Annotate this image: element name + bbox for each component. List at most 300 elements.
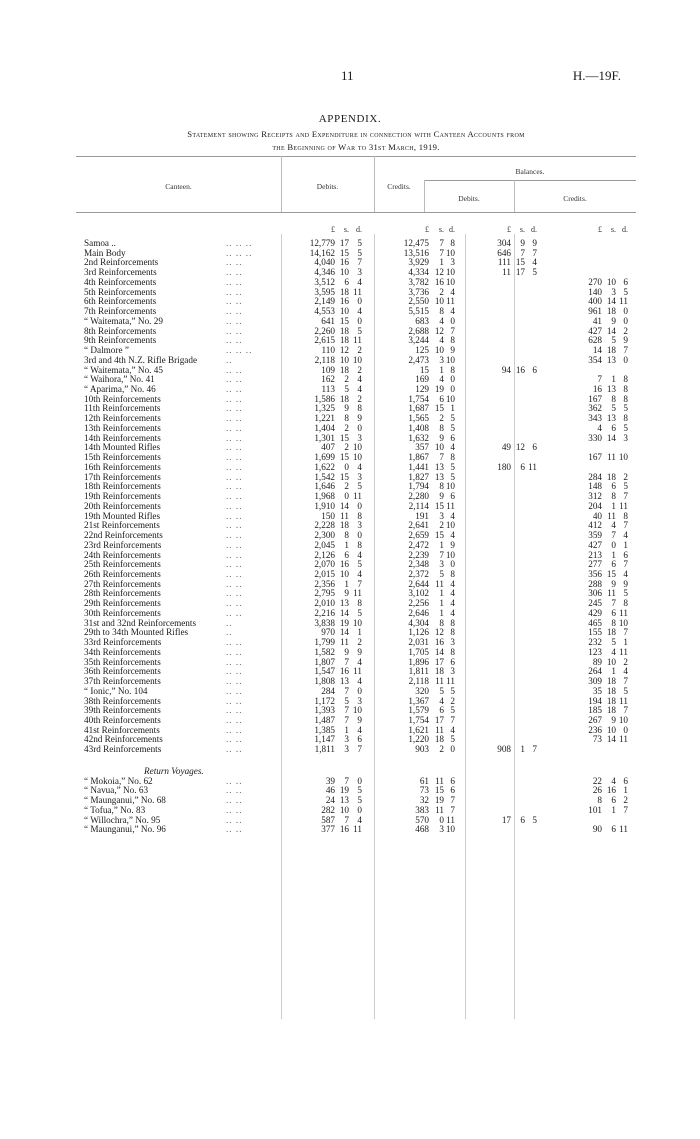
leader-dots: .. .. bbox=[226, 549, 243, 560]
shillings-value: 10 bbox=[434, 442, 444, 453]
pounds-value: 1,799 bbox=[314, 637, 335, 648]
pence-value: 4 bbox=[357, 568, 362, 579]
pence-value: 5 bbox=[450, 705, 455, 716]
canteen-name: 23rd Reinforcements bbox=[84, 539, 162, 550]
pence-value: 7 bbox=[623, 804, 628, 815]
pounds-value: 4,553 bbox=[314, 306, 335, 317]
pounds-value: 111 bbox=[497, 257, 511, 268]
pence-value: 4 bbox=[450, 607, 455, 618]
pence-value: 4 bbox=[357, 656, 362, 667]
pence-value: 4 bbox=[623, 530, 628, 541]
shillings-value: 16 bbox=[339, 559, 349, 570]
shillings-value: 7 bbox=[611, 530, 616, 541]
pounds-value: 1,221 bbox=[314, 413, 335, 424]
shillings-value: 11 bbox=[340, 637, 349, 648]
pounds-value: 908 bbox=[497, 744, 511, 755]
pence-value: 9 bbox=[623, 578, 628, 589]
pounds-value: 2,045 bbox=[314, 539, 335, 550]
pence-value: 4 bbox=[357, 549, 362, 560]
pounds-value: 16 bbox=[592, 384, 602, 395]
shillings-value: 13 bbox=[434, 461, 444, 472]
pounds-value: 377 bbox=[321, 824, 335, 835]
canteen-name: “ Aparima,” No. 46 bbox=[84, 384, 156, 395]
canteen-name: 29th Reinforcements bbox=[84, 598, 161, 609]
shillings-value: 10 bbox=[339, 568, 349, 579]
pounds-value: 2,300 bbox=[314, 530, 335, 541]
pence-value: 0 bbox=[357, 296, 362, 307]
shillings-value: 7 bbox=[344, 656, 349, 667]
leader-dots: .. .. bbox=[226, 461, 243, 472]
leader-dots: .. .. bbox=[226, 393, 243, 404]
return-voyage-row bbox=[76, 806, 636, 816]
pounds-value: 40 bbox=[592, 510, 602, 521]
unit-pence: d. bbox=[531, 225, 537, 234]
pounds-value: 35 bbox=[592, 685, 602, 696]
pounds-value: 306 bbox=[588, 588, 602, 599]
shillings-value: 6 bbox=[344, 549, 349, 560]
pounds-value: 429 bbox=[588, 607, 602, 618]
pounds-value: 903 bbox=[415, 744, 429, 755]
pence-value: 3 bbox=[623, 432, 628, 443]
leader-dots: .. .. bbox=[226, 588, 243, 599]
canteen-name: 22nd Reinforcements bbox=[84, 530, 163, 541]
leader-dots: .. .. .. bbox=[226, 247, 253, 258]
pence-value: 11 bbox=[619, 500, 628, 511]
leader-dots: .. .. bbox=[226, 559, 243, 570]
canteen-name: 41st Reinforcements bbox=[84, 724, 160, 735]
shillings-value: 12 bbox=[434, 627, 444, 638]
shillings-value: 4 bbox=[611, 646, 616, 657]
pence-value: 0 bbox=[623, 724, 628, 735]
pence-value: 6 bbox=[450, 491, 455, 502]
shillings-value: 11 bbox=[607, 588, 616, 599]
leader-dots: .. .. bbox=[226, 666, 243, 677]
canteen-name: 2nd Reinforcements bbox=[84, 257, 159, 268]
shillings-value: 15 bbox=[515, 257, 525, 268]
shillings-value: 15 bbox=[339, 452, 349, 463]
pounds-value: 1,487 bbox=[314, 714, 335, 725]
return-voyage-row bbox=[76, 777, 636, 787]
pounds-value: 570 bbox=[415, 814, 429, 825]
unit-pounds: £ bbox=[507, 225, 511, 234]
shillings-value: 1 bbox=[344, 724, 349, 735]
canteen-name: 27th Reinforcements bbox=[84, 578, 161, 589]
leader-dots: .. .. bbox=[226, 413, 243, 424]
header-debits: Debits. bbox=[316, 182, 339, 191]
pounds-value: 1,621 bbox=[408, 724, 429, 735]
shillings-value: 5 bbox=[439, 685, 444, 696]
canteen-name: 14th Reinforcements bbox=[84, 432, 161, 443]
leader-dots: .. .. bbox=[226, 306, 243, 317]
canteen-name: 40th Reinforcements bbox=[84, 714, 161, 725]
balances-rule bbox=[424, 180, 636, 181]
shillings-value: 2 bbox=[439, 413, 444, 424]
shillings-value: 10 bbox=[339, 354, 349, 365]
shillings-value: 7 bbox=[344, 685, 349, 696]
pounds-value: 312 bbox=[588, 491, 602, 502]
pence-value: 9 bbox=[450, 345, 455, 356]
leader-dots: .. .. bbox=[226, 364, 243, 375]
pence-value: 10 bbox=[618, 617, 628, 628]
pence-value: 11 bbox=[619, 824, 628, 835]
pence-value: 0 bbox=[450, 384, 455, 395]
pence-value: 2 bbox=[357, 345, 362, 356]
pounds-value: 15 bbox=[419, 364, 429, 375]
pounds-value: 1,301 bbox=[314, 432, 335, 443]
pence-value: 4 bbox=[357, 374, 362, 385]
pence-value: 8 bbox=[450, 364, 455, 375]
pounds-value: 1,632 bbox=[408, 432, 429, 443]
shillings-value: 4 bbox=[439, 374, 444, 385]
pence-value: 5 bbox=[450, 471, 455, 482]
pence-value: 6 bbox=[450, 775, 455, 786]
pence-value: 3 bbox=[450, 257, 455, 268]
pence-value: 4 bbox=[450, 588, 455, 599]
shillings-value: 1 bbox=[344, 578, 349, 589]
pence-value: 4 bbox=[357, 306, 362, 317]
pounds-value: 150 bbox=[321, 510, 335, 521]
leader-dots: .. .. bbox=[226, 530, 243, 541]
pounds-value: 587 bbox=[321, 814, 335, 825]
pence-value: 1 bbox=[357, 627, 362, 638]
shillings-value: 3 bbox=[439, 354, 444, 365]
shillings-value: 11 bbox=[435, 724, 444, 735]
canteen-name: 43rd Reinforcements bbox=[84, 744, 162, 755]
pounds-value: 204 bbox=[588, 500, 602, 511]
shillings-value: 18 bbox=[606, 695, 616, 706]
canteen-name: 34th Reinforcements bbox=[84, 646, 161, 657]
page-number: 11 bbox=[341, 68, 354, 83]
shillings-value: 6 bbox=[611, 795, 616, 806]
shillings-value: 5 bbox=[611, 403, 616, 414]
shillings-value: 1 bbox=[611, 666, 616, 677]
pence-value: 8 bbox=[450, 568, 455, 579]
leader-dots: .. .. bbox=[226, 442, 243, 453]
pounds-value: 41 bbox=[592, 315, 602, 326]
pence-value: 6 bbox=[623, 549, 628, 560]
shillings-value: 18 bbox=[606, 627, 616, 638]
shillings-value: 9 bbox=[611, 578, 616, 589]
shillings-value: 6 bbox=[439, 705, 444, 716]
shillings-value: 1 bbox=[439, 607, 444, 618]
pounds-value: 2,256 bbox=[408, 598, 429, 609]
shillings-value: 5 bbox=[611, 335, 616, 346]
pence-value: 10 bbox=[445, 549, 455, 560]
leader-dots: .. .. bbox=[226, 520, 243, 531]
canteen-name: “ Maunganui,” No. 96 bbox=[84, 824, 166, 835]
shillings-value: 4 bbox=[611, 775, 616, 786]
pounds-value: 1,827 bbox=[408, 471, 429, 482]
shillings-value: 3 bbox=[611, 286, 616, 297]
canteen-name: 42nd Reinforcements bbox=[84, 734, 163, 745]
shillings-value: 12 bbox=[515, 442, 525, 453]
shillings-value: 14 bbox=[606, 325, 616, 336]
leader-dots: .. .. bbox=[226, 257, 243, 268]
pence-value: 5 bbox=[623, 481, 628, 492]
pounds-value: 400 bbox=[588, 296, 602, 307]
pence-value: 5 bbox=[450, 422, 455, 433]
pence-value: 2 bbox=[623, 795, 628, 806]
pence-value: 9 bbox=[450, 539, 455, 550]
pounds-value: 2,659 bbox=[408, 530, 429, 541]
pence-value: 11 bbox=[619, 607, 628, 618]
shillings-value: 18 bbox=[339, 325, 349, 336]
shillings-value: 7 bbox=[439, 238, 444, 248]
pounds-value: 8 bbox=[597, 795, 602, 806]
shillings-value: 15 bbox=[606, 568, 616, 579]
shillings-value: 7 bbox=[344, 775, 349, 786]
canteen-name: 5th Reinforcements bbox=[84, 286, 157, 297]
pounds-value: 155 bbox=[588, 627, 602, 638]
pounds-value: 1,811 bbox=[314, 744, 335, 755]
pence-value: 5 bbox=[357, 785, 362, 796]
pence-value: 6 bbox=[623, 276, 628, 287]
pounds-value: 2,550 bbox=[408, 296, 429, 307]
pounds-value: 32 bbox=[419, 795, 429, 806]
pounds-value: 14,162 bbox=[309, 247, 335, 258]
pence-value: 0 bbox=[623, 306, 628, 317]
leader-dots: .. .. bbox=[226, 607, 243, 618]
shillings-value: 6 bbox=[520, 814, 525, 825]
leader-dots: .. .. bbox=[226, 296, 243, 307]
shillings-value: 11 bbox=[340, 510, 349, 521]
pounds-value: 4,346 bbox=[314, 267, 335, 278]
shillings-value: 12 bbox=[434, 267, 444, 278]
appendix-title: APPENDIX. bbox=[318, 113, 382, 125]
pounds-value: 7 bbox=[597, 374, 602, 385]
canteen-name: “ Willochra,” No. 95 bbox=[84, 814, 161, 825]
leader-dots: .. .. bbox=[226, 734, 243, 745]
pence-value: 4 bbox=[623, 666, 628, 677]
pence-value: 5 bbox=[623, 685, 628, 696]
pence-value: 4 bbox=[450, 286, 455, 297]
pence-value: 0 bbox=[623, 315, 628, 326]
shillings-value: 9 bbox=[439, 491, 444, 502]
pence-value: 11 bbox=[353, 588, 362, 599]
pence-value: 5 bbox=[623, 403, 628, 414]
pounds-value: 284 bbox=[588, 471, 602, 482]
shillings-value: 1 bbox=[439, 257, 444, 268]
pounds-value: 12,779 bbox=[309, 238, 335, 248]
leader-dots: .. .. bbox=[226, 705, 243, 716]
pence-value: 6 bbox=[532, 364, 537, 375]
shillings-value: 11 bbox=[435, 804, 444, 815]
pence-value: 6 bbox=[357, 734, 362, 745]
pence-value: 6 bbox=[450, 785, 455, 796]
canteen-name: “ Navua,” No. 63 bbox=[84, 785, 149, 796]
shillings-value: 8 bbox=[439, 481, 444, 492]
pounds-value: 90 bbox=[592, 824, 602, 835]
shillings-value: 13 bbox=[339, 795, 349, 806]
pounds-value: 1,393 bbox=[314, 705, 335, 716]
shillings-value: 6 bbox=[439, 393, 444, 404]
canteen-name: 6th Reinforcements bbox=[84, 296, 157, 307]
pounds-value: 3,929 bbox=[408, 257, 429, 268]
pence-value: 10 bbox=[445, 276, 455, 287]
shillings-value: 11 bbox=[435, 578, 444, 589]
pence-value: 11 bbox=[353, 491, 362, 502]
shillings-value: 13 bbox=[434, 471, 444, 482]
pounds-value: 3,736 bbox=[408, 286, 429, 297]
shillings-value: 0 bbox=[439, 814, 444, 825]
pence-value: 11 bbox=[446, 500, 455, 511]
shillings-value: 10 bbox=[606, 276, 616, 287]
pence-value: 7 bbox=[623, 559, 628, 570]
pence-value: 0 bbox=[357, 685, 362, 696]
shillings-value: 14 bbox=[339, 500, 349, 511]
canteen-name: 8th Reinforcements bbox=[84, 325, 157, 336]
shillings-value: 1 bbox=[611, 804, 616, 815]
leader-dots: .. .. bbox=[226, 724, 243, 735]
header-balances: Balances. bbox=[515, 167, 545, 176]
pence-value: 4 bbox=[357, 461, 362, 472]
pounds-value: 1,622 bbox=[314, 461, 335, 472]
pounds-value: 123 bbox=[588, 646, 602, 657]
leader-dots: .. bbox=[226, 627, 233, 638]
leader-dots: .. bbox=[226, 617, 233, 628]
pounds-value: 236 bbox=[588, 724, 602, 735]
pence-value: 8 bbox=[357, 510, 362, 521]
pence-value: 0 bbox=[357, 422, 362, 433]
pence-value: 5 bbox=[357, 325, 362, 336]
pounds-value: 1,582 bbox=[314, 646, 335, 657]
pounds-value: 427 bbox=[588, 325, 602, 336]
pounds-value: 2,795 bbox=[314, 588, 335, 599]
canteen-name: 37th Reinforcements bbox=[84, 676, 161, 687]
leader-dots: .. .. bbox=[226, 685, 243, 696]
table-row bbox=[76, 677, 636, 687]
shillings-value: 5 bbox=[611, 637, 616, 648]
pence-value: 11 bbox=[619, 734, 628, 745]
shillings-value: 9 bbox=[439, 432, 444, 443]
pounds-value: 4,040 bbox=[314, 257, 335, 268]
pounds-value: 359 bbox=[588, 530, 602, 541]
pence-value: 4 bbox=[357, 814, 362, 825]
shillings-value: 15 bbox=[434, 500, 444, 511]
pounds-value: 2,372 bbox=[408, 568, 429, 579]
pounds-value: 232 bbox=[588, 637, 602, 648]
pounds-value: 148 bbox=[588, 481, 602, 492]
table-row bbox=[76, 297, 636, 307]
shillings-value: 10 bbox=[434, 345, 444, 356]
leader-dots: .. .. bbox=[226, 452, 243, 463]
leader-dots: .. .. bbox=[226, 335, 243, 346]
pounds-value: 465 bbox=[588, 617, 602, 628]
shillings-value: 18 bbox=[606, 685, 616, 696]
pence-value: 5 bbox=[357, 795, 362, 806]
shillings-value: 8 bbox=[439, 617, 444, 628]
shillings-value: 1 bbox=[611, 374, 616, 385]
pounds-value: 5,515 bbox=[408, 306, 429, 317]
shillings-value: 18 bbox=[434, 666, 444, 677]
shillings-value: 15 bbox=[339, 432, 349, 443]
shillings-value: 8 bbox=[344, 530, 349, 541]
pence-value: 10 bbox=[445, 824, 455, 835]
pence-value: 4 bbox=[623, 568, 628, 579]
canteen-name: 13th Reinforcements bbox=[84, 422, 161, 433]
pence-value: 0 bbox=[357, 530, 362, 541]
pence-value: 8 bbox=[450, 646, 455, 657]
shillings-value: 2 bbox=[344, 481, 349, 492]
pounds-value: 125 bbox=[415, 345, 429, 356]
pounds-value: 109 bbox=[321, 364, 335, 375]
pence-value: 10 bbox=[352, 617, 362, 628]
pounds-value: 110 bbox=[321, 345, 335, 356]
pence-value: 7 bbox=[450, 325, 455, 336]
pounds-value: 169 bbox=[415, 374, 429, 385]
canteen-name: “ Maunganui,” No. 68 bbox=[84, 795, 166, 806]
pence-value: 2 bbox=[357, 637, 362, 648]
pounds-value: 73 bbox=[592, 734, 602, 745]
pence-value: 11 bbox=[619, 695, 628, 706]
shillings-value: 8 bbox=[611, 491, 616, 502]
shillings-value: 5 bbox=[344, 384, 349, 395]
pounds-value: 2,126 bbox=[314, 549, 335, 560]
pounds-value: 2,473 bbox=[408, 354, 429, 365]
pounds-value: 320 bbox=[415, 685, 429, 696]
shillings-value: 13 bbox=[339, 676, 349, 687]
shillings-value: 1 bbox=[611, 549, 616, 560]
pounds-value: 1,754 bbox=[408, 393, 429, 404]
shillings-value: 14 bbox=[606, 432, 616, 443]
shillings-value: 11 bbox=[435, 676, 444, 687]
pounds-value: 167 bbox=[588, 452, 602, 463]
pounds-value: 39 bbox=[325, 775, 335, 786]
leader-dots: .. .. bbox=[226, 714, 243, 725]
pounds-value: 1,867 bbox=[408, 452, 429, 463]
table-row bbox=[76, 512, 636, 522]
pounds-value: 1,910 bbox=[314, 500, 335, 511]
pence-value: 10 bbox=[445, 247, 455, 258]
unit-shillings: s. bbox=[438, 225, 444, 234]
shillings-value: 9 bbox=[520, 238, 525, 248]
pence-value: 2 bbox=[623, 471, 628, 482]
units-row bbox=[76, 225, 636, 235]
pence-value: 2 bbox=[450, 695, 455, 706]
pounds-value: 282 bbox=[321, 804, 335, 815]
pence-value: 6 bbox=[450, 432, 455, 443]
leader-dots: .. .. bbox=[226, 775, 243, 786]
canteen-name: 3rd and 4th N.Z. Rifle Brigade bbox=[84, 354, 198, 365]
pence-value: 7 bbox=[357, 578, 362, 589]
pence-value: 0 bbox=[357, 804, 362, 815]
header-credits: Credits. bbox=[387, 182, 411, 191]
pounds-value: 1,811 bbox=[408, 666, 429, 677]
pounds-value: 2,644 bbox=[408, 578, 429, 589]
canteen-name: “ Waihora,” No. 41 bbox=[84, 374, 155, 385]
shillings-value: 6 bbox=[611, 422, 616, 433]
shillings-value: 9 bbox=[344, 403, 349, 414]
shillings-value: 1 bbox=[344, 539, 349, 550]
table-row bbox=[76, 336, 636, 346]
shillings-value: 18 bbox=[339, 364, 349, 375]
statement-line-1: Statement showing Receipts and Expenditure in connection with Canteen Accounts from bbox=[187, 129, 525, 139]
table-header bbox=[76, 156, 636, 234]
pounds-value: 73 bbox=[419, 785, 429, 796]
shillings-value: 1 bbox=[520, 744, 525, 755]
shillings-value: 16 bbox=[339, 824, 349, 835]
shillings-value: 14 bbox=[606, 296, 616, 307]
shillings-value: 13 bbox=[606, 354, 616, 365]
pounds-value: 264 bbox=[588, 666, 602, 677]
shillings-value: 6 bbox=[520, 461, 525, 472]
pence-value: 3 bbox=[357, 695, 362, 706]
pence-value: 4 bbox=[450, 724, 455, 735]
shillings-value: 0 bbox=[611, 539, 616, 550]
shillings-value: 3 bbox=[439, 559, 444, 570]
canteen-name: 18th Reinforcements bbox=[84, 481, 161, 492]
leader-dots: .. .. bbox=[226, 814, 243, 825]
